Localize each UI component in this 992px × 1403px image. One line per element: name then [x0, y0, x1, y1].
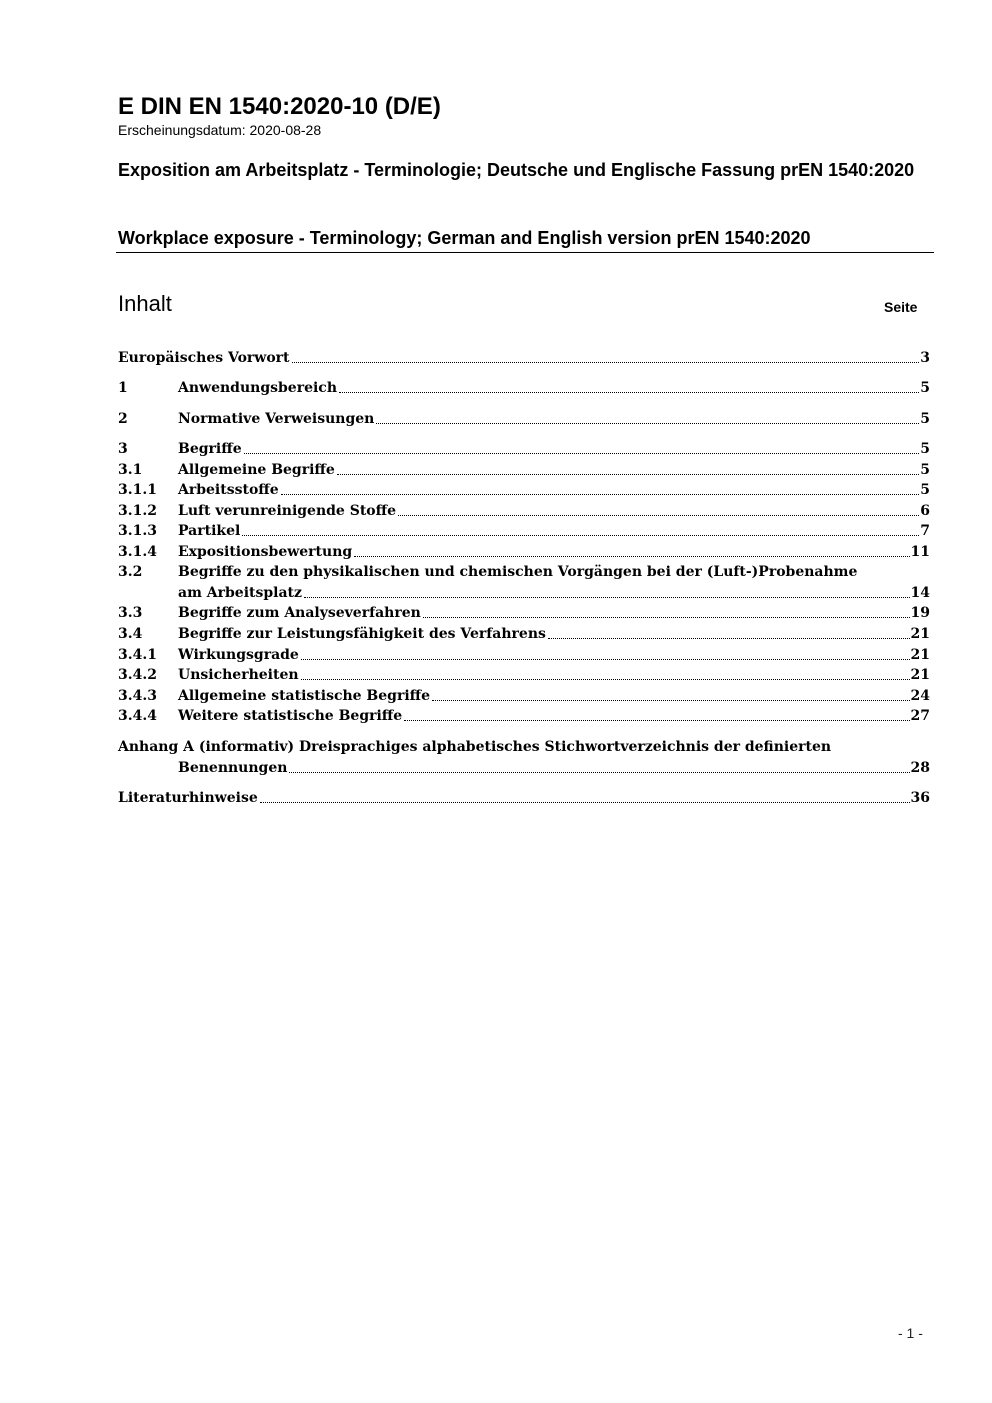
toc-leader-dots: [304, 597, 910, 598]
toc-entry-text: Luft verunreinigende Stoffe: [178, 503, 397, 519]
toc-entry-number: 3.2: [118, 564, 143, 580]
toc-heading: Inhalt: [118, 291, 172, 316]
toc-leader-dots: [301, 659, 910, 660]
toc-leader-dots: [289, 772, 909, 773]
toc-leader-dots: [404, 720, 909, 721]
toc-entry-1[interactable]: [118, 378, 930, 398]
toc-leader-dots: [281, 494, 920, 495]
toc-entry-3-4[interactable]: [118, 624, 930, 644]
toc-entry-3-4-2[interactable]: [118, 665, 930, 685]
toc-entry-number: 3.1.2: [118, 503, 157, 519]
toc-entry-page: 28: [910, 760, 930, 776]
toc-entry-text: Anwendungsbereich: [178, 380, 337, 396]
toc-entry-page: 21: [910, 626, 930, 642]
document-title: E DIN EN 1540:2020-10 (D/E): [118, 93, 441, 120]
toc-entry-number: 3.1.3: [118, 523, 157, 539]
toc-entry-page: 3: [920, 350, 930, 366]
toc-entry-3-1-2[interactable]: [118, 501, 930, 521]
toc-entry-text-line1[interactable]: Begriffe zu den physikalischen und chemischen Vorgängen bei der (Luft-)Probenahme: [178, 564, 858, 580]
toc-leader-dots: [423, 617, 910, 618]
toc-leader-dots: [301, 679, 910, 680]
toc-entry-3-1-1[interactable]: [118, 480, 930, 500]
toc-entry-text: Europäisches Vorwort: [118, 350, 290, 366]
toc-entry-3-1-3[interactable]: [118, 521, 930, 541]
toc-entry-text: Benennungen: [178, 760, 288, 776]
toc-entry-3-4-3[interactable]: [118, 686, 930, 706]
toc-entry-number: 3.4.1: [118, 647, 157, 663]
toc-entry-page: 5: [920, 462, 930, 478]
toc-entry-text: Unsicherheiten: [178, 667, 299, 683]
toc-leader-dots: [398, 515, 919, 516]
toc-leader-dots: [260, 802, 910, 803]
toc-entry-text: Allgemeine Begriffe: [178, 462, 335, 478]
publication-date: Erscheinungsdatum: 2020-08-28: [118, 122, 322, 138]
toc-entry-page: 11: [910, 544, 930, 560]
toc-entry-text: Begriffe zur Leistungsfähigkeit des Verfahrens: [178, 626, 546, 642]
toc-entry-number: 3.4.3: [118, 688, 157, 704]
toc-page-heading: Seite: [884, 299, 918, 315]
toc-entry-number: 3.1.1: [118, 482, 157, 498]
page-number: - 1 -: [898, 1325, 923, 1341]
toc-entry-2[interactable]: [118, 409, 930, 429]
toc-entry-3-4-4[interactable]: [118, 706, 930, 726]
toc-entry-number: 3.1.4: [118, 544, 157, 560]
toc-entry-page: 5: [920, 380, 930, 396]
toc-entry-number: 2: [118, 411, 128, 427]
toc-entry-page: 5: [920, 482, 930, 498]
toc-leader-dots: [376, 423, 919, 424]
toc-entry-3[interactable]: [118, 439, 930, 459]
title-german: Exposition am Arbeitsplatz - Terminologie; Deutsche und Englische Fassung prEN 1540:2020: [118, 160, 915, 180]
toc-entry-page: 6: [920, 503, 930, 519]
toc-leader-dots: [242, 535, 919, 536]
toc-entry-bibliography[interactable]: [118, 788, 930, 808]
toc-entry-annex-line1[interactable]: Anhang A (informativ) Dreisprachiges alphabetisches Stichwortverzeichnis der definierten: [118, 739, 832, 755]
toc-entry-foreword[interactable]: [118, 348, 930, 368]
toc-entry-page: 27: [910, 708, 930, 724]
toc-entry-number: 3.4: [118, 626, 143, 642]
toc-entry-text: Expositionsbewertung: [178, 544, 353, 560]
toc-entry-text: Allgemeine statistische Begriffe: [178, 688, 431, 704]
toc-entry-3-1[interactable]: [118, 460, 930, 480]
toc-entry-annex-a[interactable]: [118, 758, 930, 778]
toc-entry-number: 3.4.2: [118, 667, 157, 683]
toc-entry-3-1-4[interactable]: [118, 542, 930, 562]
toc-entry-number: 3: [118, 441, 128, 457]
toc-entry-page: 36: [910, 790, 930, 806]
toc-entry-number: 3.1: [118, 462, 143, 478]
toc-entry-number: 1: [118, 380, 128, 396]
toc-entry-text: Normative Verweisungen: [178, 411, 375, 427]
toc-entry-text: Weitere statistische Begriffe: [178, 708, 403, 724]
toc-entry-text: Begriffe zum Analyseverfahren: [178, 605, 421, 621]
toc-leader-dots: [354, 556, 909, 557]
title-divider: [116, 252, 934, 253]
toc-entry-3-3[interactable]: [118, 603, 930, 623]
toc-leader-dots: [244, 453, 920, 454]
toc-leader-dots: [292, 362, 920, 363]
toc-leader-dots: [548, 638, 910, 639]
toc-leader-dots: [339, 392, 919, 393]
toc-entry-number: 3.4.4: [118, 708, 157, 724]
toc-entry-page: 5: [920, 411, 930, 427]
toc-entry-number: 3.3: [118, 605, 143, 621]
toc-leader-dots: [432, 700, 909, 701]
toc-entry-page: 19: [910, 605, 930, 621]
toc-entry-page: 21: [910, 667, 930, 683]
toc-entry-text: Partikel: [178, 523, 241, 539]
toc-entry-text: Begriffe: [178, 441, 242, 457]
toc-entry-page: 5: [920, 441, 930, 457]
toc-entry-text: Wirkungsgrade: [178, 647, 299, 663]
toc-leader-dots: [337, 474, 919, 475]
toc-entry-3-4-1[interactable]: [118, 645, 930, 665]
toc-entry-text: am Arbeitsplatz: [178, 585, 302, 601]
toc-entry-text: Arbeitsstoffe: [178, 482, 279, 498]
title-english: Workplace exposure - Terminology; German and English version prEN 1540:2020: [118, 228, 811, 248]
toc-entry-page: 24: [910, 688, 930, 704]
toc-entry-text: Literaturhinweise: [118, 790, 258, 806]
toc-entry-3-2[interactable]: [118, 583, 930, 603]
toc-entry-page: 7: [920, 523, 930, 539]
toc-entry-page: 21: [910, 647, 930, 663]
toc-entry-page: 14: [910, 585, 930, 601]
